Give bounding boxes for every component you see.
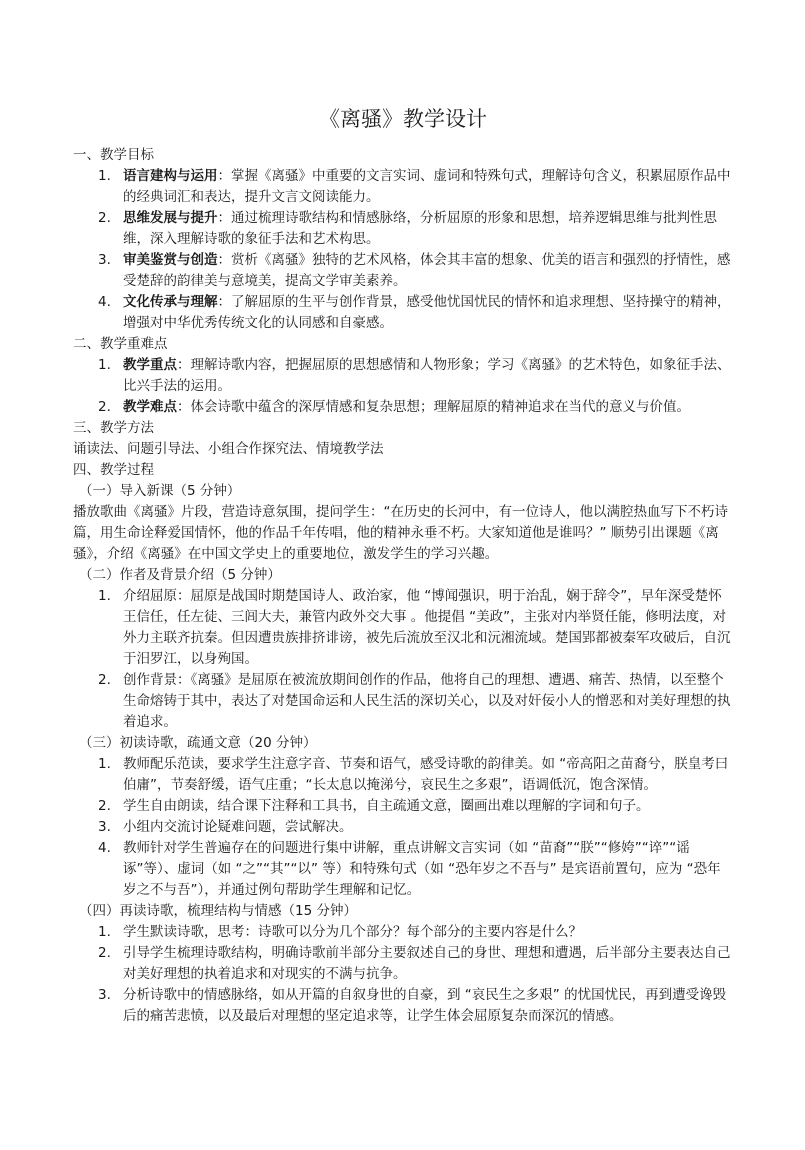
keys-list (73, 355, 733, 418)
section-heading-keys: 二、教学重难点 (73, 336, 168, 352)
item-text: ：理解诗歌内容，把握屈原的思想感情和人物形象；学习《离骚》的艺术特色，如象征手法、比兴手法的运用。 (123, 357, 731, 394)
item-label: 教学重点 (123, 357, 177, 373)
list-item (73, 586, 733, 670)
item-text: 学生自由朗读，结合课下注释和工具书，自主疏通文意，圈画出难以理解的字词和句子。 (123, 798, 650, 814)
list-item (73, 166, 733, 208)
list-number: 3. (98, 987, 111, 1003)
item-text: ：赏析《离骚》独特的艺术风格，体会其丰富的想象、优美的语言和强烈的抒情性，感受楚辞的韵律美与意境美，提高文学审美素养。 (123, 252, 731, 289)
list-item (73, 838, 733, 901)
list-item (73, 355, 733, 397)
second-reading-list (73, 922, 733, 1027)
list-number: 2. (98, 210, 111, 226)
item-text: 教师针对学生普遍存在的问题进行集中讲解，重点讲解文言实词（如 “苗裔”“朕”“修姱”“谇”“谣诼”等）、虚词（如 “之”“其”“以” 等）和特殊句式（如 “恐年岁之不吾与” 是宾语前置句，应为 “恐年岁之不与吾”），并通过例句帮助学生理解和记忆。 (123, 840, 721, 898)
list-item (73, 208, 733, 250)
item-text: ：体会诗歌中蕴含的深厚情感和复杂思想；理解屈原的精神追求在当代的意义与价值。 (177, 399, 690, 415)
item-text: 创作背景：《离骚》是屈原在被流放期间创作的作品，他将自己的理想、遭遇、痛苦、热情，以至整个生命熔铸于其中，表达了对楚国命运和人民生活的深切关心，以及对奸佞小人的憎恶和对美好理想的执着追求。 (123, 672, 731, 730)
item-text: ：掌握《离骚》中重要的文言实词、虚词和特殊句式，理解诗句含义，积累屈原作品中的经典词汇和表达，提升文言文阅读能力。 (123, 168, 731, 205)
list-number: 1. (98, 756, 111, 772)
list-item (73, 796, 733, 817)
item-text: ：了解屈原的生平与创作背景，感受他忧国忧民的情怀和追求理想、坚持操守的精神，增强对中华优秀传统文化的认同感和自豪感。 (123, 294, 731, 331)
item-label: 文化传承与理解 (123, 294, 218, 310)
list-number: 1. (98, 357, 111, 373)
item-text: ：通过梳理诗歌结构和情感脉络，分析屈原的形象和思想，培养逻辑思维与批判性思维，深入理解诗歌的象征手法和艺术构思。 (123, 210, 717, 247)
list-number: 2. (98, 672, 111, 688)
subsection-heading-second-reading: （四）再读诗歌，梳理结构与情感（15 分钟） (79, 903, 357, 919)
list-number: 1. (98, 588, 111, 604)
list-number: 2. (98, 798, 111, 814)
goals-list (73, 166, 733, 334)
list-number: 4. (98, 294, 111, 310)
list-item (73, 985, 733, 1027)
background-list (73, 586, 733, 733)
list-item (73, 817, 733, 838)
list-number: 3. (98, 252, 111, 268)
item-text: 分析诗歌中的情感脉络，如从开篇的自叙身世的自豪，到 “哀民生之多艰” 的忧国忧民，再到遭受谗毁后的痛苦悲愤，以及最后对理想的坚定追求等，让学生体会屈原复杂而深沉的情感。 (123, 987, 727, 1024)
section-heading-goals: 一、教学目标 (73, 147, 154, 163)
methods-text: 诵读法、问题引导法、小组合作探究法、情境教学法 (73, 441, 384, 457)
list-item (73, 922, 733, 943)
item-text: 教师配乐范读，要求学生注意字音、节奏和语气，感受诗歌的韵律美。如 “帝高阳之苗裔兮，朕皇考曰伯庸”，节奏舒缓，语气庄重；“长太息以掩涕兮，哀民生之多艰”，语调低沉，饱含深情。 (123, 756, 729, 793)
subsection-heading-first-reading: （三）初读诗歌，疏通文意（20 分钟） (79, 735, 317, 751)
list-number: 1. (98, 168, 111, 184)
list-number: 2. (98, 945, 111, 961)
first-reading-list (73, 754, 733, 901)
list-item (73, 670, 733, 733)
subsection-heading-intro: （一）导入新课（5 分钟） (79, 483, 241, 499)
item-text: 引导学生梳理诗歌结构，明确诗歌前半部分主要叙述自己的身世、理想和遭遇，后半部分主要表达自己对美好理想的执着追求和对现实的不满与抗争。 (123, 945, 731, 982)
section-heading-methods: 三、教学方法 (73, 420, 154, 436)
item-label: 语言建构与运用 (123, 168, 218, 184)
list-item (73, 943, 733, 985)
item-text: 小组内交流讨论疑难问题，尝试解决。 (123, 819, 353, 835)
subsection-heading-background: （二）作者及背景介绍（5 分钟） (79, 567, 281, 583)
list-item (73, 292, 733, 334)
intro-text: 播放歌曲《离骚》片段，营造诗意氛围，提问学生：“在历史的长河中，有一位诗人，他以满腔热血写下不朽诗篇，用生命诠释爱国情怀，他的作品千年传唱，他的精神永垂不朽。大家知道他是谁吗？” 顺势引出课题《离骚》，介绍《离骚》在中国文学史上的重要地位，激发学生的学习兴趣。 (73, 504, 728, 562)
list-item (73, 250, 733, 292)
document-title: 《离骚》教学设计 (319, 107, 487, 131)
list-number: 1. (98, 924, 111, 940)
item-text: 介绍屈原：屈原是战国时期楚国诗人、政治家，他 “博闻强识，明于治乱，娴于辞令”，早年深受楚怀王信任，任左徒、三闾大夫，兼管内政外交大事 。他提倡 “美政”，主张对内举贤任能，修明法度，对外力主联齐抗秦。但因遭贵族排挤诽谤，被先后流放至汉北和沅湘流域。楚国郢都被秦军攻破后，自沉于汨罗江，以身殉国。 (123, 588, 731, 667)
list-number: 3. (98, 819, 111, 835)
list-item (73, 397, 733, 418)
item-label: 教学难点 (123, 399, 177, 415)
list-number: 2. (98, 399, 111, 415)
item-label: 思维发展与提升 (123, 210, 218, 226)
list-number: 4. (98, 840, 111, 856)
item-text: 学生默读诗歌，思考：诗歌可以分为几个部分？每个部分的主要内容是什么？ (123, 924, 582, 940)
item-label: 审美鉴赏与创造 (123, 252, 218, 268)
list-item (73, 754, 733, 796)
section-heading-process: 四、教学过程 (73, 462, 154, 478)
